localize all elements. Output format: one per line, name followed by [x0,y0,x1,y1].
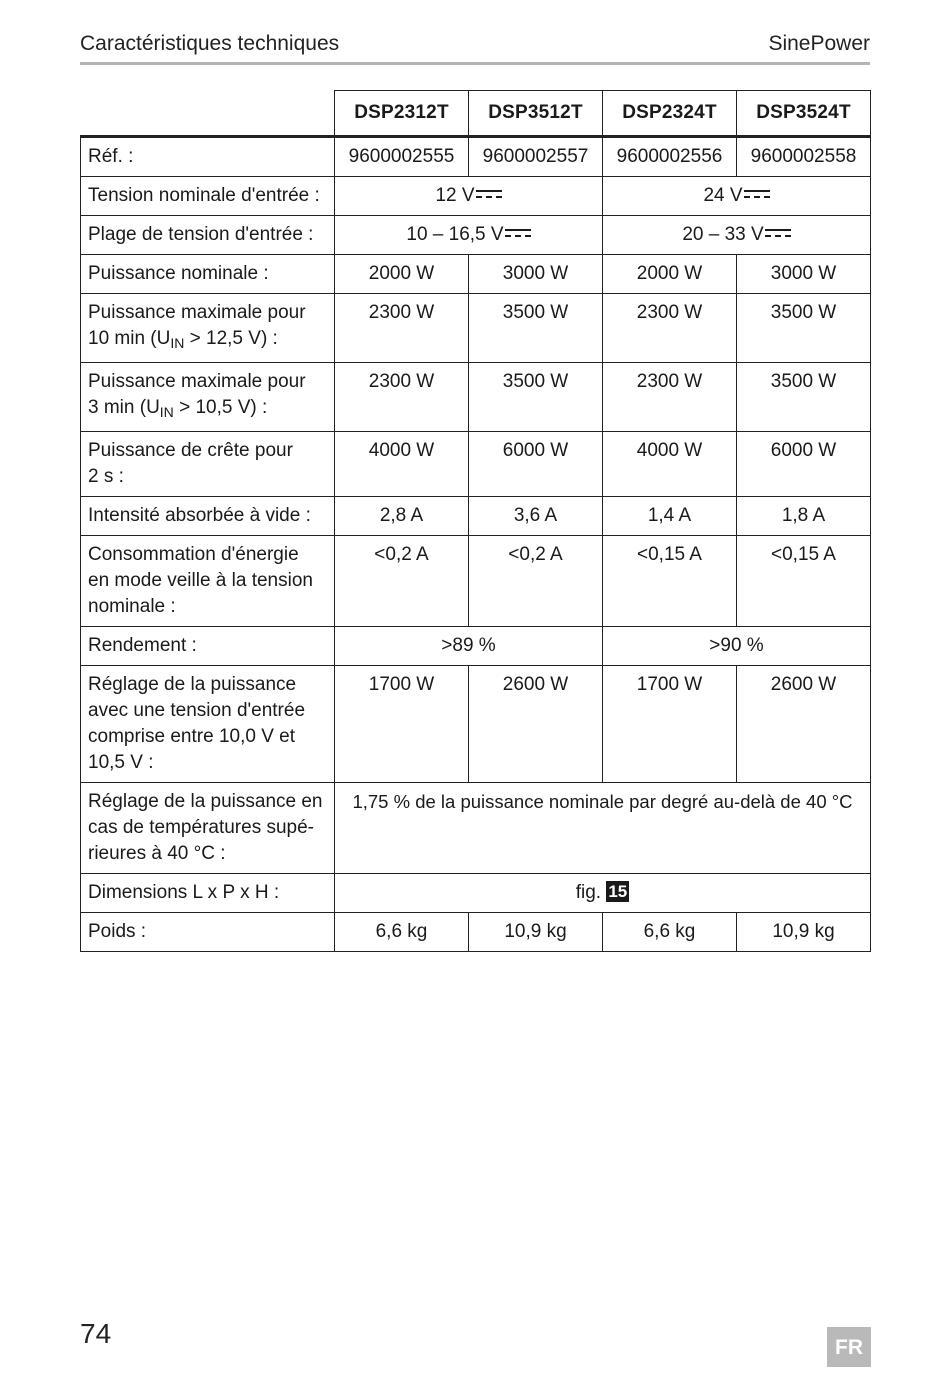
power-adjust-voltage-value: 1700 W [603,666,737,783]
max-power-3min-value: 3500 W [737,363,871,432]
ref-value: 9600002557 [469,137,603,177]
row-label-voltage-range: Plage de tension d'entrée : [81,216,335,255]
row-label-efficiency: Rendement : [81,627,335,666]
figure-number-badge: 15 [608,882,628,901]
dc-symbol-icon [505,227,531,239]
power-adjust-temp-value: 1,75 % de la puissance nominale par degré au-delà de 40 °C [335,783,871,874]
table-row [81,177,871,216]
idle-current-value: 3,6 A [469,497,603,536]
table-row [81,294,871,363]
standby-value: <0,15 A [737,536,871,627]
ref-value: 9600002555 [335,137,469,177]
table-row [81,363,871,432]
power-adjust-voltage-value: 2600 W [737,666,871,783]
idle-current-value: 2,8 A [335,497,469,536]
ref-value: 9600002556 [603,137,737,177]
row-label-max-power-3min: Puissance maximale pour 3 $\min (U_{IN} > 10,5$ V) : [81,363,335,432]
nominal-voltage-value: 24 V [703,185,743,206]
dc-symbol-icon [765,227,791,239]
table-row [81,913,871,952]
model-header: DSP2324T [603,91,737,137]
language-badge: FR [827,1327,871,1367]
standby-value: <0,15 A [603,536,737,627]
page-number: 74 [80,1318,112,1349]
page-header [80,30,870,65]
ref-value: 9600002558 [737,137,871,177]
model-header: DSP3512T [469,91,603,137]
table-row [81,497,871,536]
max-power-3min-value: 3500 W [469,363,603,432]
idle-current-value: 1,4 A [603,497,737,536]
table-row [81,216,871,255]
table-row [81,874,871,913]
product-name: SinePower [768,32,870,55]
model-header: DSP3524T [737,91,871,137]
max-power-3min-value: 2300 W [603,363,737,432]
peak-power-value: 4000 W [603,432,737,497]
row-label-dimensions: Dimensions L x P x H : [81,874,335,913]
nominal-power-value: 2000 W [335,255,469,294]
nominal-voltage-12v-cell [335,177,603,216]
max-power-10min-value: 3500 W [737,294,871,363]
efficiency-value: >90 % [603,627,871,666]
row-label-max-power-10min: Puissance maximale pour 10 $\min (U_{IN} > 12,5$ V) : [81,294,335,363]
row-label-nominal-voltage: Tension nominale d'entrée : [81,177,335,216]
row-label-idle-current: Intensité absorbée à vide : [81,497,335,536]
model-header: DSP2312T [335,91,469,137]
row-label-power-adjust-temp: Réglage de la puissance en cas de températures supé- rieures à 40 °C : [81,783,335,874]
voltage-range-24v-cell [603,216,871,255]
row-label-weight: Poids : [81,913,335,952]
voltage-range-value: 10 – 16,5 V [406,224,504,245]
dc-symbol-icon [744,188,770,200]
max-power-10min-value: 3500 W [469,294,603,363]
standby-value: <0,2 A [335,536,469,627]
nominal-voltage-value: 12 V [435,185,475,206]
idle-current-value: 1,8 A [737,497,871,536]
peak-power-value: 4000 W [335,432,469,497]
max-power-10min-value: 2300 W [335,294,469,363]
dc-symbol-icon [476,188,502,200]
table-row [81,536,871,627]
header-blank-cell [81,91,335,137]
efficiency-value: >89 % [335,627,603,666]
nominal-power-value: 2000 W [603,255,737,294]
specifications-table [80,90,871,952]
table-header-row [81,91,871,137]
table-row [81,137,871,177]
power-adjust-voltage-value: 1700 W [335,666,469,783]
voltage-range-value: 20 – 33 V [682,224,764,245]
dimensions-value: fig. 15 [335,874,871,913]
peak-power-value: 6000 W [469,432,603,497]
table-row [81,783,871,874]
weight-value: 6,6 kg [335,913,469,952]
max-power-10min-value: 2300 W [603,294,737,363]
row-label-peak-power: Puissance de crête pour 2 s : [81,432,335,497]
row-label-ref: Réf. : [81,137,335,177]
nominal-power-value: 3000 W [737,255,871,294]
row-label-nominal-power: Puissance nominale : [81,255,335,294]
row-label-standby: Consommation d'énergie en mode veille à la tension nominale : [81,536,335,627]
weight-value: 10,9 kg [469,913,603,952]
section-title: Caractéristiques techniques [80,32,340,55]
table-row [81,666,871,783]
weight-value: 6,6 kg [603,913,737,952]
weight-value: 10,9 kg [737,913,871,952]
nominal-voltage-24v-cell [603,177,871,216]
table-row [81,627,871,666]
max-power-3min-value: 2300 W [335,363,469,432]
power-adjust-voltage-value: 2600 W [469,666,603,783]
table-row [81,255,871,294]
peak-power-value: 6000 W [737,432,871,497]
standby-value: <0,2 A [469,536,603,627]
nominal-power-value: 3000 W [469,255,603,294]
voltage-range-12v-cell [335,216,603,255]
table-row [81,432,871,497]
row-label-power-adjust-voltage: Réglage de la puissance avec une tension d'entrée comprise entre 10,0 V et 10,5 V : [81,666,335,783]
